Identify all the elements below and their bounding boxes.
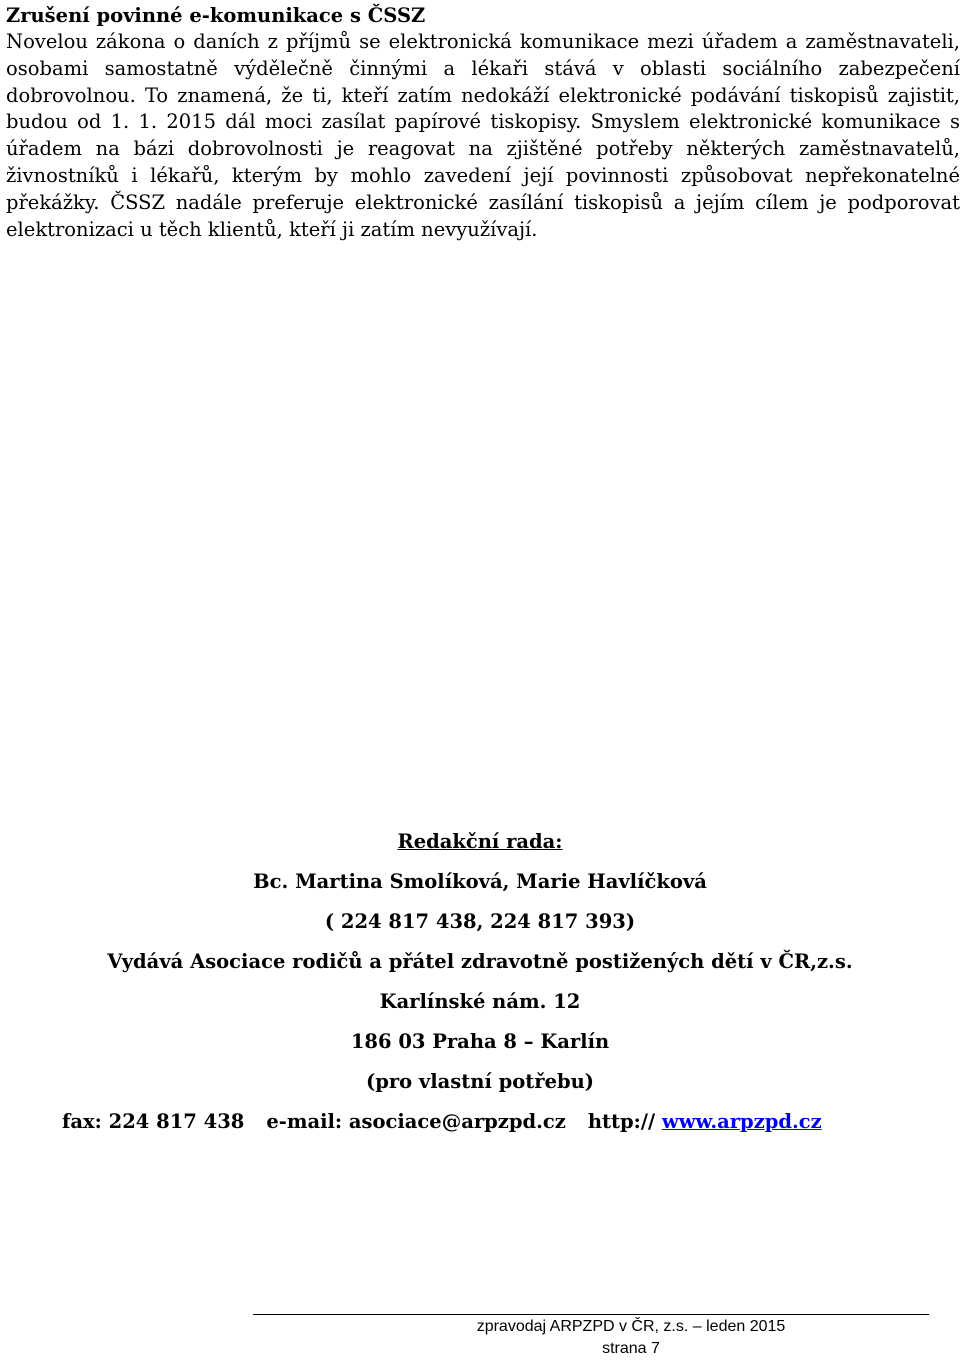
- contact-line: [62, 1108, 952, 1136]
- footer-divider: [253, 1314, 929, 1315]
- page-footer: [253, 1316, 960, 1360]
- email-address[interactable]: e-mail: asociace@arpzpd.cz: [266, 1110, 566, 1133]
- website-link[interactable]: www.arpzpd.cz: [661, 1110, 822, 1133]
- web-prefix: http://: [587, 1110, 656, 1133]
- fax-number: fax: 224 817 438: [62, 1110, 245, 1133]
- editors-line: Bc. Martina Smolíková, Marie Havlíčková: [253, 870, 707, 893]
- article: [6, 2, 960, 243]
- note-line: (pro vlastní potřebu): [365, 1070, 595, 1093]
- article-title: Zrušení povinné e-komunikace s ČSSZ: [6, 4, 426, 27]
- city-line: 186 03 Praha 8 – Karlín: [350, 1030, 610, 1053]
- street-line: Karlínské nám. 12: [379, 990, 581, 1013]
- footer-page-number: strana 7: [602, 1340, 660, 1357]
- editorial-board: [0, 828, 960, 1108]
- publisher-line: Vydává Asociace rodičů a přátel zdravotně postižených dětí v ČR,z.s.: [107, 950, 853, 973]
- footer-newsletter: zpravodaj ARPZPD v ČR, z.s. – leden 2015: [476, 1318, 786, 1335]
- article-body: Novelou zákona o daních z příjmů se elektronická komunikace mezi úřadem a zaměstnavateli, osobami samostatně výdělečně činnými a lékaři stává v oblasti sociálního zabezpečení dobrovolnou. To znamená, že ti, kteří zatím nedokáží elektronické podávání tiskopisů zajistit, budou od 1. 1. 2015 dál moci zasílat papírové tiskopisy. Smyslem elektronické komunikace s úřadem na bázi dobrovolnosti je reagovat na zjištěné potřeby některých zaměstnavatelů, živnostníků i lékařů, kterým by mohlo zavedení její povinnosti způsobovat nepřekonatelné překážky. ČSSZ nadále preferuje elektronické zasílání tiskopisů a jejím cílem je podporovat elektronizaci u těch klientů, kteří ji zatím nevyužívají.: [6, 30, 960, 241]
- editorial-heading: Redakční rada:: [397, 830, 563, 853]
- phones-line: ( 224 817 438, 224 817 393): [324, 910, 636, 933]
